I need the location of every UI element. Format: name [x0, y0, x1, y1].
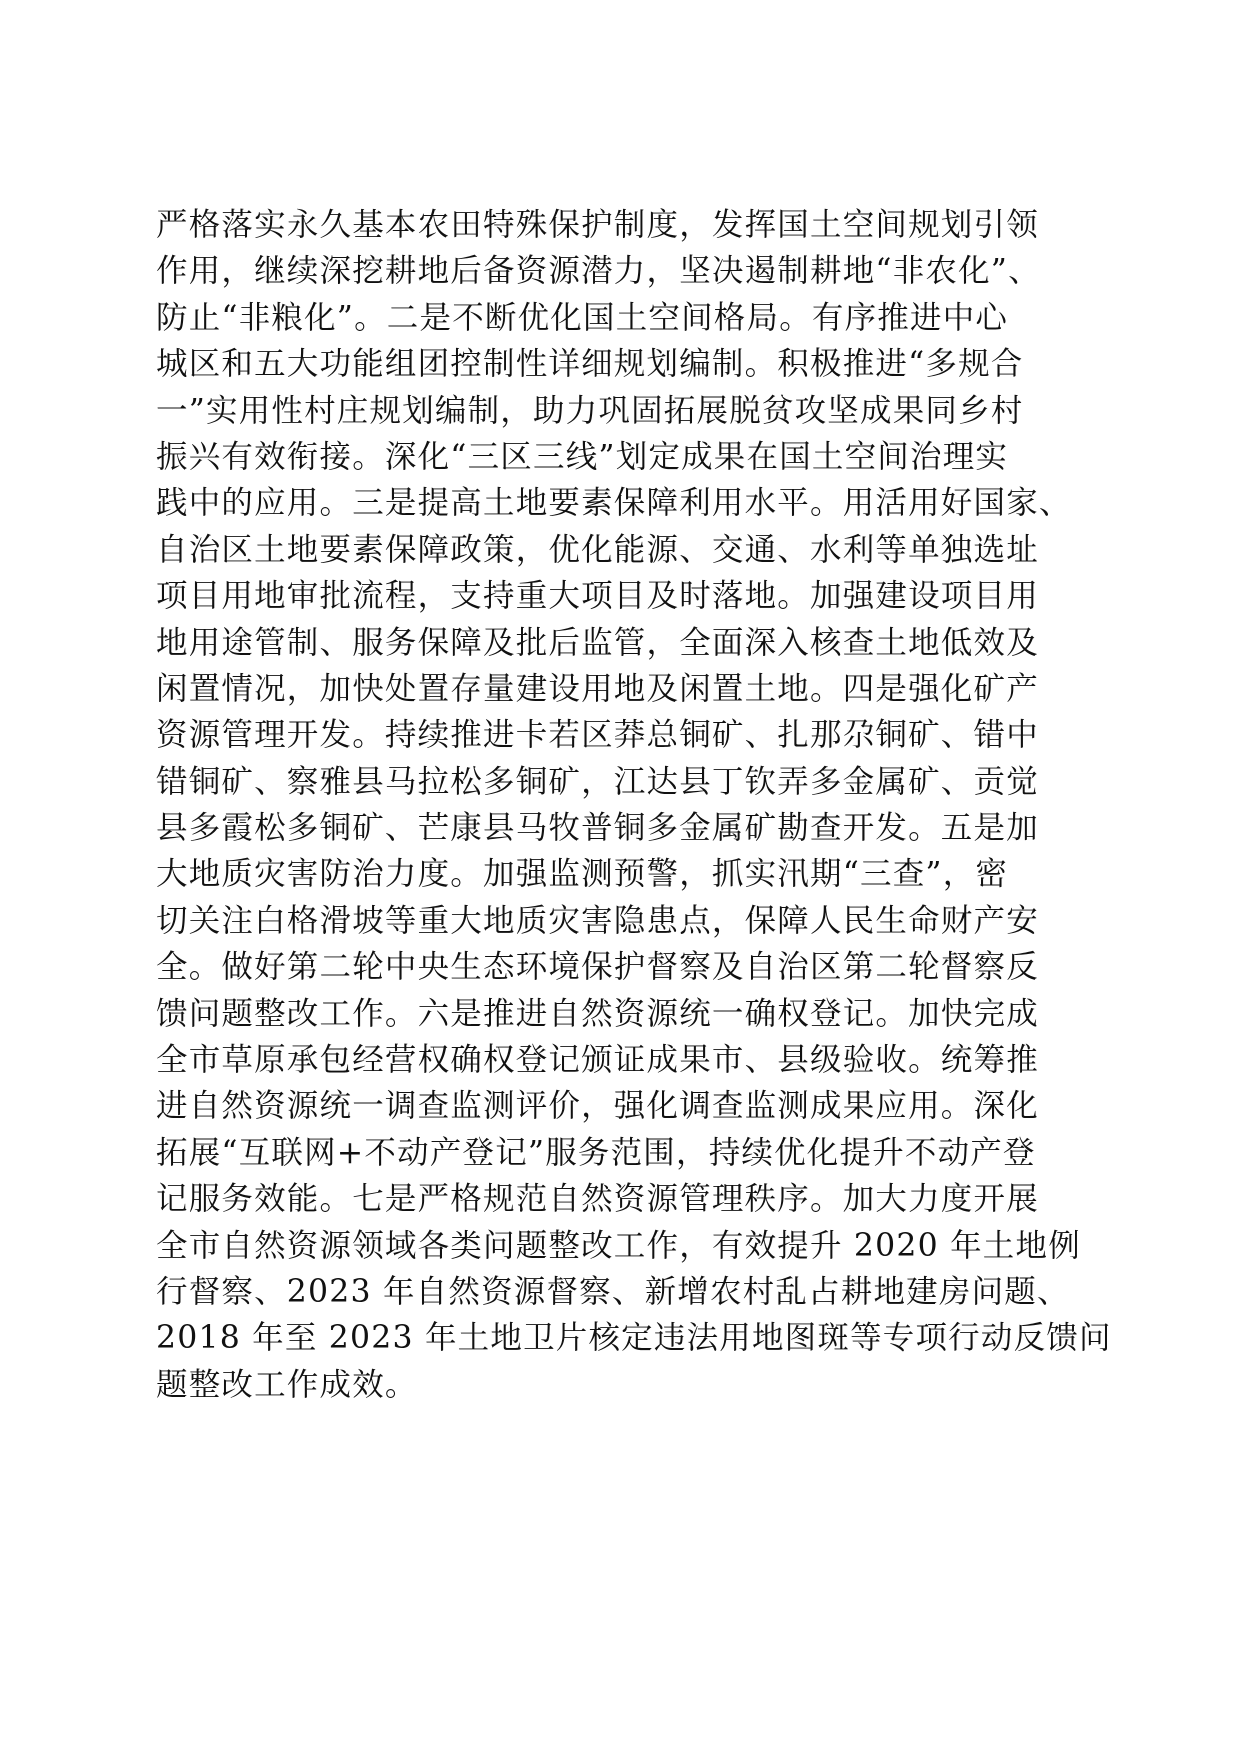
text-line: 一”实用性村庄规划编制，助力巩固拓展脱贫攻坚成果同乡村: [156, 392, 1024, 429]
text-line: 2018 年至 2023 年土地卫片核定违法用地图斑等专项行动反馈问: [156, 1320, 1112, 1357]
text-line: 闲置情况，加快处置存量建设用地及闲置土地。四是强化矿产: [156, 670, 1039, 707]
text-line: 项目用地审批流程，支持重大项目及时落地。加强建设项目用: [156, 578, 1039, 615]
text-line: 拓展“互联网+不动产登记”服务范围，持续优化提升不动产登: [156, 1134, 1036, 1171]
text-line: 城区和五大功能组团控制性详细规划编制。积极推进“多规合: [156, 346, 1024, 383]
text-line: 错铜矿、察雅县马拉松多铜矿，江达县丁钦弄多金属矿、贡觉: [156, 763, 1039, 800]
text-line: 切关注白格滑坡等重大地质灾害隐患点，保障人民生命财产安: [156, 902, 1039, 939]
text-line: 县多霞松多铜矿、芒康县马牧普铜多金属矿勘查开发。五是加: [156, 810, 1039, 847]
text-line: 全市草原承包经营权确权登记颁证成果市、县级验收。统筹推: [156, 1042, 1039, 1079]
text-line: 自治区土地要素保障政策，优化能源、交通、水利等单独选址: [156, 531, 1039, 568]
text-line: 作用，继续深挖耕地后备资源潜力，坚决遏制耕地“非农化”、: [156, 253, 1041, 290]
text-line: 防止“非粮化”。二是不断优化国土空间格局。有序推进中心: [156, 299, 1009, 336]
text-line: 地用途管制、服务保障及批后监管，全面深入核查土地低效及: [156, 624, 1039, 661]
text-line: 馈问题整改工作。六是推进自然资源统一确权登记。加快完成: [156, 995, 1039, 1032]
text-line: 大地质灾害防治力度。加强监测预警，抓实汛期“三查”，密: [156, 856, 1009, 893]
text-line: 题整改工作成效。: [156, 1366, 418, 1403]
text-line: 严格落实永久基本农田特殊保护制度，发挥国土空间规划引领: [156, 207, 1039, 243]
text-line: 记服务效能。七是严格规范自然资源管理秩序。加大力度开展: [156, 1181, 1039, 1218]
text-line: 振兴有效衔接。深化“三区三线”划定成果在国土空间治理实: [156, 438, 1009, 475]
text-line: 进自然资源统一调查监测评价，强化调查监测成果应用。深化: [156, 1088, 1039, 1125]
text-line: 全市自然资源领域各类问题整改工作，有效提升 2020 年土地例: [156, 1227, 1081, 1264]
body-paragraph: [156, 202, 1112, 1408]
text-line: 资源管理开发。持续推进卡若区莽总铜矿、扎那尕铜矿、错中: [156, 717, 1039, 754]
text-line: 践中的应用。三是提高土地要素保障利用水平。用活用好国家、: [156, 485, 1072, 522]
text-line: 行督察、2023 年自然资源督察、新增农村乱占耕地建房问题、: [156, 1273, 1070, 1310]
text-line: 全。做好第二轮中央生态环境保护督察及自治区第二轮督察反: [156, 949, 1039, 986]
